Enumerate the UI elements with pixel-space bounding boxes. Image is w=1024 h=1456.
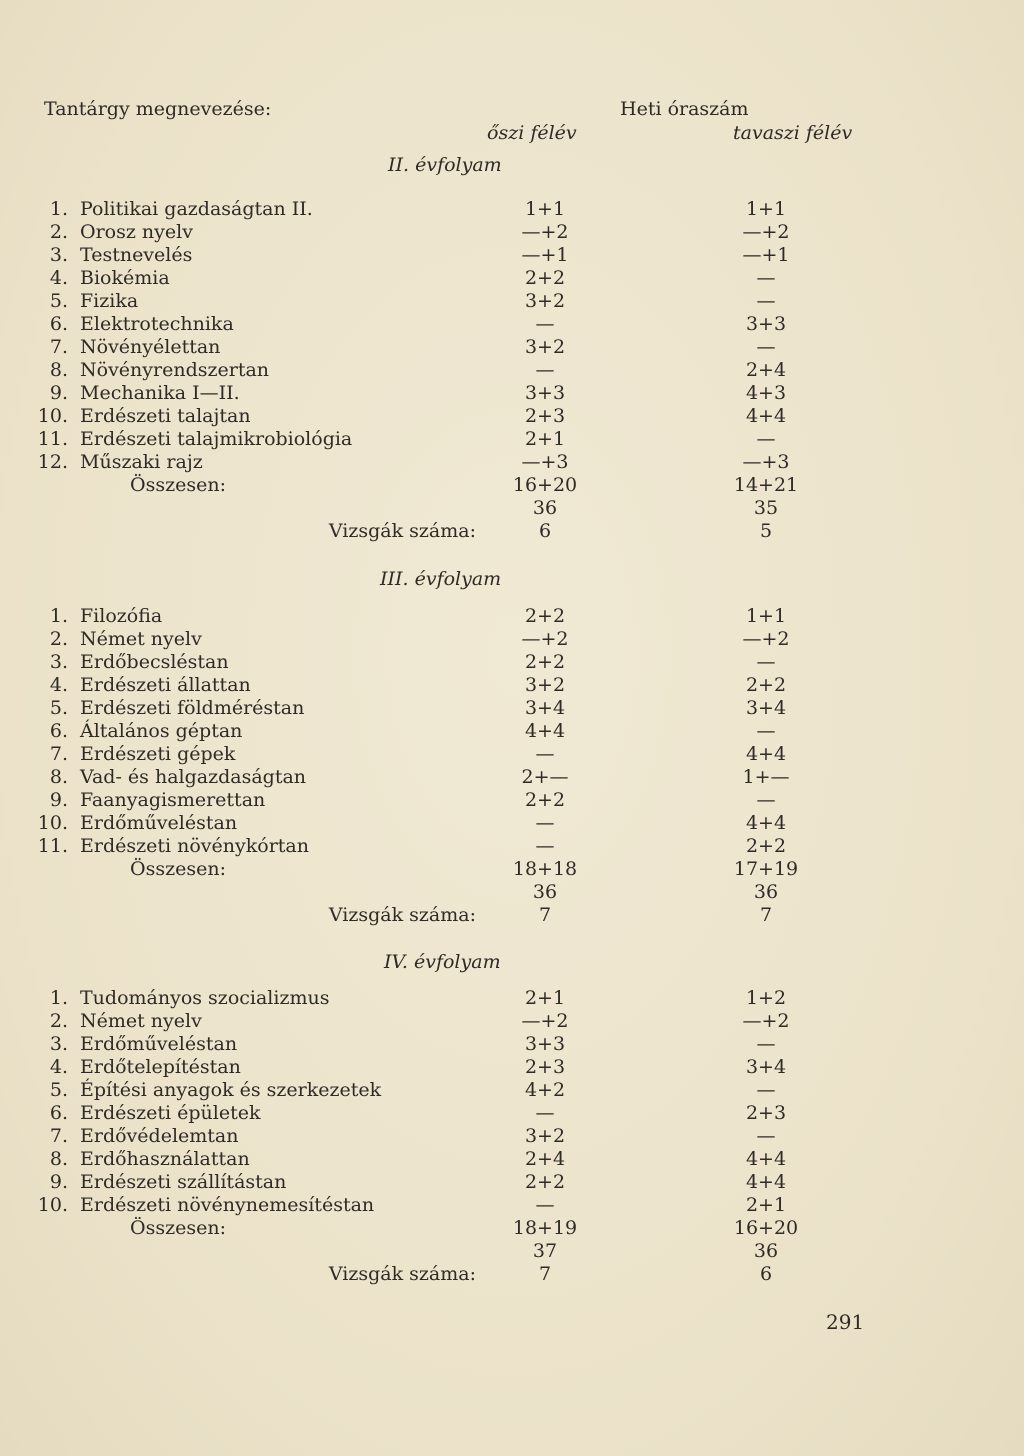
row-number: 5.: [49, 1079, 68, 1101]
spring-hours: 1+2: [745, 987, 787, 1009]
total-row: [0, 858, 1024, 881]
total-row: [0, 474, 1024, 497]
spring-hours: 4+4: [745, 743, 787, 765]
autumn-hours: —+2: [521, 628, 569, 650]
row-number: 7.: [49, 743, 68, 765]
spring-hours: —: [756, 1125, 776, 1147]
autumn-hours: 2+2: [524, 789, 566, 811]
row-number: 7.: [49, 336, 68, 358]
autumn-hours: 2+—: [521, 766, 569, 788]
row-number: 5.: [49, 697, 68, 719]
sum-row: [0, 1240, 1024, 1263]
subject-name: Elektrotechnika: [80, 313, 234, 335]
table-row: [0, 451, 1024, 474]
sum-spring: 36: [753, 1240, 779, 1262]
table-row: [0, 221, 1024, 244]
row-number: 2.: [49, 221, 68, 243]
subject-name: Politikai gazdaságtan II.: [80, 198, 313, 220]
subject-name: Filozófia: [80, 605, 163, 627]
spring-header: tavaszi félév: [733, 122, 853, 144]
autumn-hours: 3+2: [524, 290, 566, 312]
autumn-hours: 3+2: [524, 674, 566, 696]
autumn-hours: —+2: [521, 1010, 569, 1032]
row-number: 10.: [37, 1194, 68, 1216]
spring-hours: 2+3: [745, 1102, 787, 1124]
table-row: [0, 1194, 1024, 1217]
autumn-hours: 4+2: [524, 1079, 566, 1101]
table-row: [0, 987, 1024, 1010]
spring-hours: —: [756, 789, 776, 811]
spring-hours: —: [756, 336, 776, 358]
table-row: [0, 789, 1024, 812]
spring-hours: —+1: [742, 244, 790, 266]
row-number: 9.: [49, 1171, 68, 1193]
spring-hours: 2+2: [745, 674, 787, 696]
table-row: [0, 244, 1024, 267]
row-number: 3.: [49, 651, 68, 673]
autumn-hours: 2+3: [524, 405, 566, 427]
sum-row: [0, 497, 1024, 520]
subject-name: Vad- és halgazdaságtan: [80, 766, 307, 788]
autumn-hours: 2+1: [524, 987, 566, 1009]
subject-name: Mechanika I—II.: [80, 382, 240, 404]
spring-hours: 4+3: [745, 382, 787, 404]
table-row: [0, 405, 1024, 428]
spring-hours: 3+4: [745, 697, 787, 719]
autumn-hours: —+3: [521, 451, 569, 473]
total-spring: 17+19: [733, 858, 799, 880]
autumn-hours: 3+3: [524, 382, 566, 404]
subject-name: Erdészeti növénykórtan: [80, 835, 309, 857]
spring-hours: 2+2: [745, 835, 787, 857]
total-spring: 16+20: [733, 1217, 799, 1239]
autumn-hours: —: [535, 359, 555, 381]
subject-name: Erdészeti gépek: [80, 743, 236, 765]
exam-autumn: 7: [538, 1263, 552, 1285]
subject-name: Erdészeti állattan: [80, 674, 251, 696]
exam-label: Vizsgák száma:: [328, 520, 476, 542]
subject-name: Német nyelv: [80, 628, 202, 650]
spring-hours: —: [756, 428, 776, 450]
subject-header: Tantárgy megnevezése:: [44, 98, 272, 120]
row-number: 3.: [49, 1033, 68, 1055]
row-number: 9.: [49, 382, 68, 404]
autumn-hours: 4+4: [524, 720, 566, 742]
subject-name: Erdővédelemtan: [80, 1125, 239, 1147]
row-number: 11.: [37, 428, 68, 450]
row-number: 9.: [49, 789, 68, 811]
spring-hours: 1+—: [742, 766, 790, 788]
autumn-hours: —: [535, 835, 555, 857]
autumn-hours: —+1: [521, 244, 569, 266]
table-row: [0, 1148, 1024, 1171]
exam-autumn: 6: [538, 520, 552, 542]
hours-header: Heti óraszám: [620, 98, 749, 120]
table-row: [0, 382, 1024, 405]
exam-autumn: 7: [538, 904, 552, 926]
table-row: [0, 1056, 1024, 1079]
table-row: [0, 697, 1024, 720]
table-row: [0, 674, 1024, 697]
spring-hours: —: [756, 1079, 776, 1101]
table-row: [0, 1079, 1024, 1102]
table-row: [0, 290, 1024, 313]
subject-name: Erdőműveléstan: [80, 812, 238, 834]
autumn-hours: 2+3: [524, 1056, 566, 1078]
subject-name: Növényélettan: [80, 336, 221, 358]
autumn-hours: 3+2: [524, 1125, 566, 1147]
sum-autumn: 36: [532, 881, 558, 903]
row-number: 6.: [49, 1102, 68, 1124]
exam-spring: 7: [759, 904, 773, 926]
spring-hours: —: [756, 267, 776, 289]
table-row: [0, 1171, 1024, 1194]
table-row: [0, 1102, 1024, 1125]
table-row: [0, 336, 1024, 359]
autumn-hours: —: [535, 1102, 555, 1124]
subject-name: Erdőbecsléstan: [80, 651, 229, 673]
row-number: 8.: [49, 359, 68, 381]
autumn-hours: 3+2: [524, 336, 566, 358]
spring-hours: 4+4: [745, 812, 787, 834]
autumn-hours: 2+2: [524, 1171, 566, 1193]
row-number: 11.: [37, 835, 68, 857]
total-autumn: 16+20: [512, 474, 578, 496]
row-number: 10.: [37, 812, 68, 834]
autumn-hours: —: [535, 743, 555, 765]
autumn-hours: 2+2: [524, 605, 566, 627]
table-row: [0, 267, 1024, 290]
exam-label: Vizsgák száma:: [328, 904, 476, 926]
subject-name: Műszaki rajz: [80, 451, 203, 473]
subject-name: Fizika: [80, 290, 139, 312]
row-number: 2.: [49, 628, 68, 650]
spring-hours: 3+3: [745, 313, 787, 335]
table-row: [0, 628, 1024, 651]
spring-hours: —: [756, 1033, 776, 1055]
spring-hours: 1+1: [745, 198, 787, 220]
exam-row: [0, 1263, 1024, 1286]
subject-name: Erdészeti talajtan: [80, 405, 251, 427]
table-row: [0, 835, 1024, 858]
table-row: [0, 605, 1024, 628]
table-row: [0, 651, 1024, 674]
spring-hours: —+2: [742, 221, 790, 243]
exam-spring: 5: [759, 520, 773, 542]
subject-name: Erdészeti épületek: [80, 1102, 261, 1124]
row-number: 2.: [49, 1010, 68, 1032]
row-number: 10.: [37, 405, 68, 427]
subject-name: Biokémia: [80, 267, 170, 289]
row-number: 4.: [49, 674, 68, 696]
autumn-hours: 2+4: [524, 1148, 566, 1170]
section-title-ii: II. évfolyam: [388, 154, 502, 176]
spring-hours: 4+4: [745, 1171, 787, 1193]
table-row: [0, 720, 1024, 743]
row-number: 8.: [49, 766, 68, 788]
autumn-hours: —: [535, 313, 555, 335]
spring-hours: 4+4: [745, 1148, 787, 1170]
total-label: Összesen:: [130, 474, 226, 496]
autumn-hours: 2+2: [524, 651, 566, 673]
autumn-hours: 2+1: [524, 428, 566, 450]
row-number: 1.: [49, 987, 68, 1009]
autumn-hours: —: [535, 812, 555, 834]
autumn-hours: 3+3: [524, 1033, 566, 1055]
table-row: [0, 359, 1024, 382]
subject-name: Növényrendszertan: [80, 359, 270, 381]
table-row: [0, 1033, 1024, 1056]
row-number: 4.: [49, 267, 68, 289]
subject-name: Orosz nyelv: [80, 221, 193, 243]
table-row: [0, 812, 1024, 835]
subject-name: Erdőtelepítéstan: [80, 1056, 241, 1078]
exam-spring: 6: [759, 1263, 773, 1285]
exam-row: [0, 520, 1024, 543]
table-row: [0, 428, 1024, 451]
total-row: [0, 1217, 1024, 1240]
table-row: [0, 766, 1024, 789]
autumn-hours: 3+4: [524, 697, 566, 719]
subject-name: Erdőműveléstan: [80, 1033, 238, 1055]
total-label: Összesen:: [130, 1217, 226, 1239]
row-number: 6.: [49, 720, 68, 742]
spring-hours: —+2: [742, 1010, 790, 1032]
table-row: [0, 1125, 1024, 1148]
row-number: 5.: [49, 290, 68, 312]
subject-name: Tudományos szocializmus: [80, 987, 330, 1009]
subject-name: Építési anyagok és szerkezetek: [80, 1079, 382, 1101]
total-label: Összesen:: [130, 858, 226, 880]
table-row: [0, 313, 1024, 336]
autumn-hours: —: [535, 1194, 555, 1216]
subject-name: Általános géptan: [80, 720, 243, 742]
autumn-hours: —+2: [521, 221, 569, 243]
autumn-hours: 1+1: [524, 198, 566, 220]
spring-hours: 1+1: [745, 605, 787, 627]
exam-row: [0, 904, 1024, 927]
subject-name: Erdészeti földméréstan: [80, 697, 305, 719]
spring-hours: —: [756, 651, 776, 673]
spring-hours: —: [756, 290, 776, 312]
section-title-iv: IV. évfolyam: [384, 951, 501, 973]
sum-autumn: 36: [532, 497, 558, 519]
table-row: [0, 743, 1024, 766]
spring-hours: 3+4: [745, 1056, 787, 1078]
total-autumn: 18+18: [512, 858, 578, 880]
subject-name: Faanyagismerettan: [80, 789, 266, 811]
row-number: 12.: [37, 451, 68, 473]
row-number: 6.: [49, 313, 68, 335]
sum-spring: 35: [753, 497, 779, 519]
row-number: 4.: [49, 1056, 68, 1078]
spring-hours: —+2: [742, 628, 790, 650]
total-autumn: 18+19: [512, 1217, 578, 1239]
subject-name: Erdészeti talajmikrobiológia: [80, 428, 353, 450]
autumn-hours: 2+2: [524, 267, 566, 289]
autumn-header: őszi félév: [487, 122, 577, 144]
subject-name: Erdészeti szállítástan: [80, 1171, 287, 1193]
total-spring: 14+21: [733, 474, 799, 496]
spring-hours: —: [756, 720, 776, 742]
page-number: 291: [826, 1310, 865, 1334]
row-number: 1.: [49, 198, 68, 220]
sum-autumn: 37: [532, 1240, 558, 1262]
spring-hours: 4+4: [745, 405, 787, 427]
table-row: [0, 1010, 1024, 1033]
subject-name: Német nyelv: [80, 1010, 202, 1032]
exam-label: Vizsgák száma:: [328, 1263, 476, 1285]
row-number: 8.: [49, 1148, 68, 1170]
spring-hours: —+3: [742, 451, 790, 473]
subject-name: Testnevelés: [80, 244, 193, 266]
row-number: 7.: [49, 1125, 68, 1147]
table-row: [0, 198, 1024, 221]
spring-hours: 2+1: [745, 1194, 787, 1216]
sum-row: [0, 881, 1024, 904]
row-number: 3.: [49, 244, 68, 266]
sum-spring: 36: [753, 881, 779, 903]
row-number: 1.: [49, 605, 68, 627]
section-title-iii: III. évfolyam: [380, 568, 502, 590]
spring-hours: 2+4: [745, 359, 787, 381]
subject-name: Erdészeti növénynemesítéstan: [80, 1194, 375, 1216]
subject-name: Erdőhasználattan: [80, 1148, 250, 1170]
